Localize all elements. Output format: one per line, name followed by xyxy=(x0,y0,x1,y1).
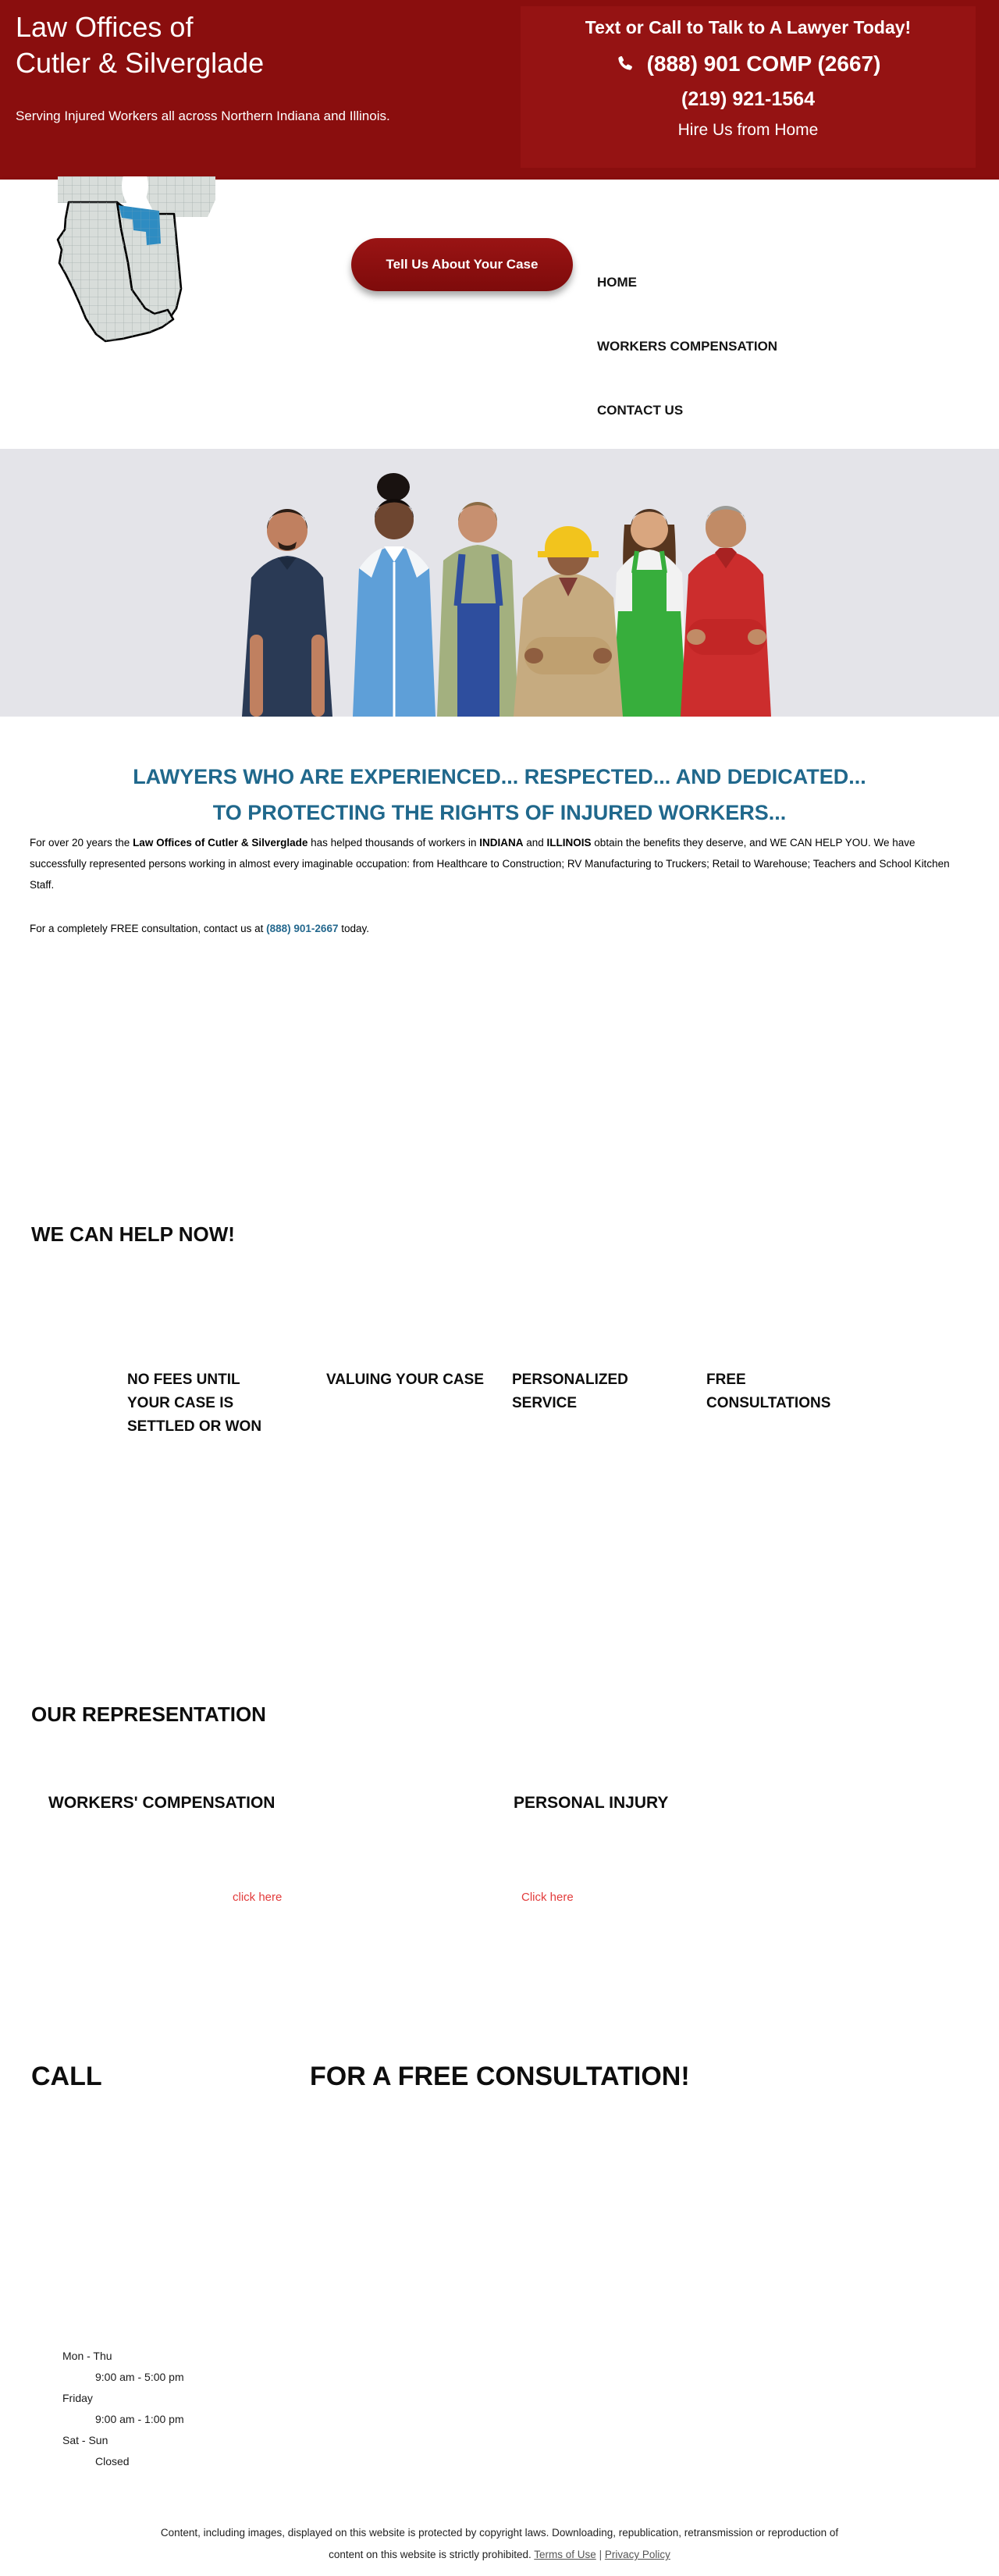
hire-us-from-home-link[interactable]: Hire Us from Home xyxy=(677,121,819,139)
free-consultation-line: For a completely FREE consultation, contact us at (888) 901-2667 today. xyxy=(30,923,369,934)
six-workers-group-photo xyxy=(219,459,796,717)
site-header xyxy=(0,0,999,182)
call-banner xyxy=(521,6,976,168)
footer-link-separator: | xyxy=(595,2549,605,2560)
call-word: CALL xyxy=(31,2062,102,2091)
terms-of-use-link[interactable]: Terms of Use xyxy=(534,2549,596,2560)
workers-compensation-click-here-link[interactable]: click here xyxy=(233,1891,283,1904)
help-column-personalized: PERSONALIZED SERVICE xyxy=(512,1372,628,1411)
firm-name-line2: Cutler & Silverglade xyxy=(16,47,265,79)
phone-handset-icon xyxy=(616,54,636,74)
workers-compensation-title: WORKERS' COMPENSATION xyxy=(48,1794,276,1812)
intro-heading-line1: LAWYERS WHO ARE EXPERIENCED... RESPECTED... AND DEDICATED... xyxy=(133,765,866,788)
hours-time-friday: 9:00 am - 1:00 pm xyxy=(95,2413,184,2425)
firm-name-line1: Law Offices of xyxy=(16,11,194,43)
intro-heading xyxy=(0,759,999,831)
call-banner-headline: Text or Call to Talk to A Lawyer Today! xyxy=(585,17,912,37)
worker-polo xyxy=(242,509,332,717)
help-column-no-fees: NO FEES UNTIL YOUR CASE IS SETTLED OR WON xyxy=(127,1372,262,1435)
nav-item-home[interactable]: HOME xyxy=(597,275,637,290)
illinois-indiana-service-area-map xyxy=(55,176,219,344)
worker-red-jacket xyxy=(681,506,771,717)
footer-copyright-line2 xyxy=(0,2549,999,2560)
help-column-valuing: VALUING YOUR CASE xyxy=(326,1372,484,1388)
nav-item-contact-us[interactable]: CONTACT US xyxy=(597,403,684,418)
phone-secondary-link[interactable]: (219) 921-1564 xyxy=(681,88,815,110)
personal-injury-click-here-link[interactable]: Click here xyxy=(521,1891,574,1904)
worker-apron xyxy=(610,509,688,717)
footer-copyright-line1: Content, including images, displayed on this website is protected by copyright laws. Downloading, republication, retransmission or reproduction of xyxy=(160,2527,839,2539)
firm-tagline: Serving Injured Workers all across Northern Indiana and Illinois. xyxy=(16,109,390,123)
worker-overalls xyxy=(437,502,518,717)
tell-us-about-your-case-button[interactable]: Tell Us About Your Case xyxy=(351,238,573,291)
worker-hardhat xyxy=(514,526,623,717)
help-column-free-consultations: FREE CONSULTATIONS xyxy=(706,1372,831,1411)
privacy-policy-link[interactable]: Privacy Policy xyxy=(604,2549,670,2560)
worker-clerk xyxy=(353,473,436,717)
we-can-help-heading: WE CAN HELP NOW! xyxy=(31,1222,235,1246)
hours-days-sat-sun: Sat - Sun xyxy=(62,2434,108,2446)
hours-days-mon-thu: Mon - Thu xyxy=(62,2350,112,2362)
nav-item-workers-compensation[interactable]: WORKERS COMPENSATION xyxy=(597,339,778,354)
hours-time-sat-sun: Closed xyxy=(95,2455,130,2467)
hours-days-friday: Friday xyxy=(62,2392,93,2404)
intro-heading-line2: TO PROTECTING THE RIGHTS OF INJURED WORKERS... xyxy=(212,801,787,824)
free-consultation-banner: FOR A FREE CONSULTATION! xyxy=(310,2062,690,2091)
intro-paragraph: For over 20 years the Law Offices of Cutler & Silverglade has helped thousands of workers in INDIANA and ILLINOIS obtain the benefits they deserve, and WE CAN HELP YOU. We have successfully represented persons working in almost every imaginable occupation: from Healthcare to Construction; RV Manufacturing to Truckers; Retail to Warehouse; Teachers and School Kitchen Staff. xyxy=(30,837,950,891)
our-representation-heading: OUR REPRESENTATION xyxy=(31,1703,266,1726)
hours-time-mon-thu: 9:00 am - 5:00 pm xyxy=(95,2371,184,2383)
personal-injury-title: PERSONAL INJURY xyxy=(514,1794,669,1812)
phone-primary-link[interactable]: (888) 901 COMP (2667) xyxy=(646,52,881,76)
footer-copyright-line2-text: content on this website is strictly prohibited. xyxy=(329,2549,535,2560)
